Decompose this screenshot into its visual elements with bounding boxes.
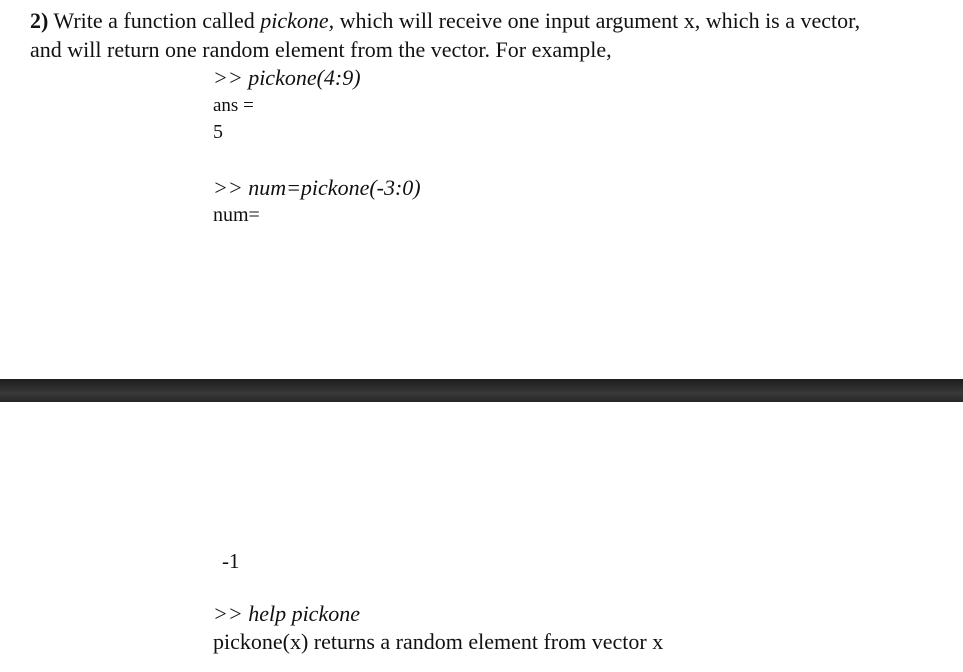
function-name: pickone, (260, 8, 335, 33)
example1-output-value: 5 (213, 121, 223, 143)
example2-command: >> num=pickone(-3:0) (213, 175, 421, 200)
question-line-2: and will return one random element from the vector. For example, (30, 37, 612, 62)
example1-output-label: ans = (213, 95, 254, 116)
example1-command: >> pickone(4:9) (213, 65, 361, 90)
example2-output-value: -1 (222, 549, 240, 573)
example3-command: >> help pickone (213, 601, 360, 626)
question-number: 2) (30, 8, 49, 33)
page-break-divider (0, 379, 963, 402)
question-text-end: which will receive one input argument x, which is a vector, (334, 8, 861, 33)
question-line-1 (30, 8, 860, 34)
question-text-start: Write a function called (48, 8, 261, 33)
example2-output-label: num= (213, 204, 260, 226)
example3-output: pickone(x) returns a random element from vector x (213, 629, 664, 654)
